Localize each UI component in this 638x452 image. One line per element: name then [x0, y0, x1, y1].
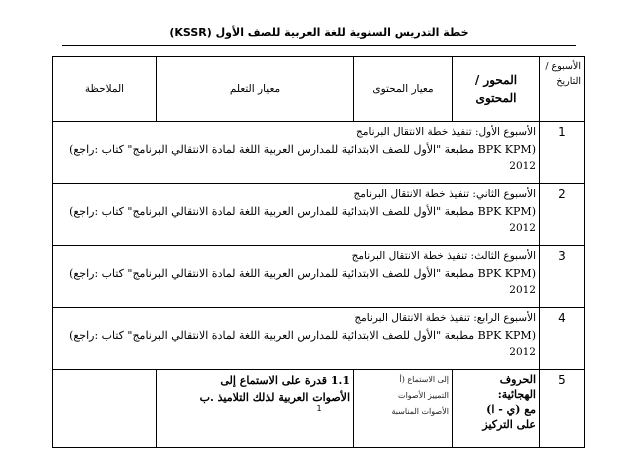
- week-number: 1: [540, 122, 585, 184]
- learning-standard-line: الأصوات العربية لذلك التلاميذ .ب: [199, 391, 350, 404]
- row-line: (BPK KPM مطبعة "الأول للصف الابتدائية للمدارس العربية اللغة لمادة الانتقالي البرنامج" كتاب :راجع): [69, 267, 536, 280]
- learning-standard-line: 1.1 قدرة على الاستماع إلى: [220, 374, 350, 387]
- transition-program-cell: [53, 246, 540, 308]
- transition-program-cell: [53, 122, 540, 184]
- row-line: الأسبوع الرابع: تنفيذ خطة الانتقال البرنامج: [354, 312, 536, 324]
- plan-table: [52, 56, 585, 448]
- row-year: 2012: [509, 284, 536, 296]
- row-line: (BPK KPM مطبعة "الأول للصف الابتدائية للمدارس العربية اللغة لمادة الانتقالي البرنامج" كتاب :راجع): [69, 205, 536, 218]
- header-content-standard: معيار المحتوى: [354, 57, 453, 122]
- header-learning-standard: معيار التعلم: [157, 57, 354, 122]
- week-number: 2: [540, 184, 585, 246]
- row-year: 2012: [509, 160, 536, 172]
- axis-line: الحروف: [499, 373, 536, 386]
- table-row: [53, 246, 585, 308]
- title-underline: [62, 45, 576, 46]
- week-number: 3: [540, 246, 585, 308]
- content-standard-line: الأصوات المناسبة: [391, 407, 449, 416]
- row-line: الأسبوع الثاني: تنفيذ خطة الانتقال البرنامج: [353, 188, 536, 200]
- week-number: 4: [540, 308, 585, 370]
- page-number: 1: [316, 404, 322, 413]
- row-year: 2012: [509, 346, 536, 358]
- row-line: الأسبوع الثالث: تنفيذ خطة الانتقال البرنامج: [351, 250, 536, 262]
- transition-program-cell: [53, 308, 540, 370]
- row-line: الأسبوع الأول: تنفيذ خطة الانتقال البرنامج: [356, 126, 536, 138]
- table-row: [53, 184, 585, 246]
- header-row: [53, 57, 585, 122]
- content-standard-line: التمييز الأصوات: [398, 391, 449, 400]
- table-row: [53, 122, 585, 184]
- axis-line: على التركيز: [482, 418, 536, 431]
- document-title: خطة التدريس السنوية للغة العربية للصف الأول (KSSR): [169, 26, 469, 39]
- header-notes: الملاحظة: [53, 57, 157, 122]
- transition-program-cell: [53, 184, 540, 246]
- table-row: [53, 308, 585, 370]
- row-line: (BPK KPM مطبعة "الأول للصف الابتدائية للمدارس العربية اللغة لمادة الانتقالي البرنامج" كتاب :راجع): [69, 329, 536, 342]
- header-axis: المحور / المحتوى: [453, 57, 540, 122]
- week-number: 5: [540, 370, 585, 448]
- axis-line: الهجائية:: [497, 388, 536, 401]
- content-standard-line: إلى الاستماع (أ: [399, 375, 449, 384]
- header-week: الأسبوع / التاريخ: [540, 57, 585, 122]
- row-year: 2012: [509, 222, 536, 234]
- row-line: (BPK KPM مطبعة "الأول للصف الابتدائية للمدارس العربية اللغة لمادة الانتقالي البرنامج" كتاب :راجع): [69, 143, 536, 156]
- axis-line: مع (ي - ا): [486, 403, 536, 416]
